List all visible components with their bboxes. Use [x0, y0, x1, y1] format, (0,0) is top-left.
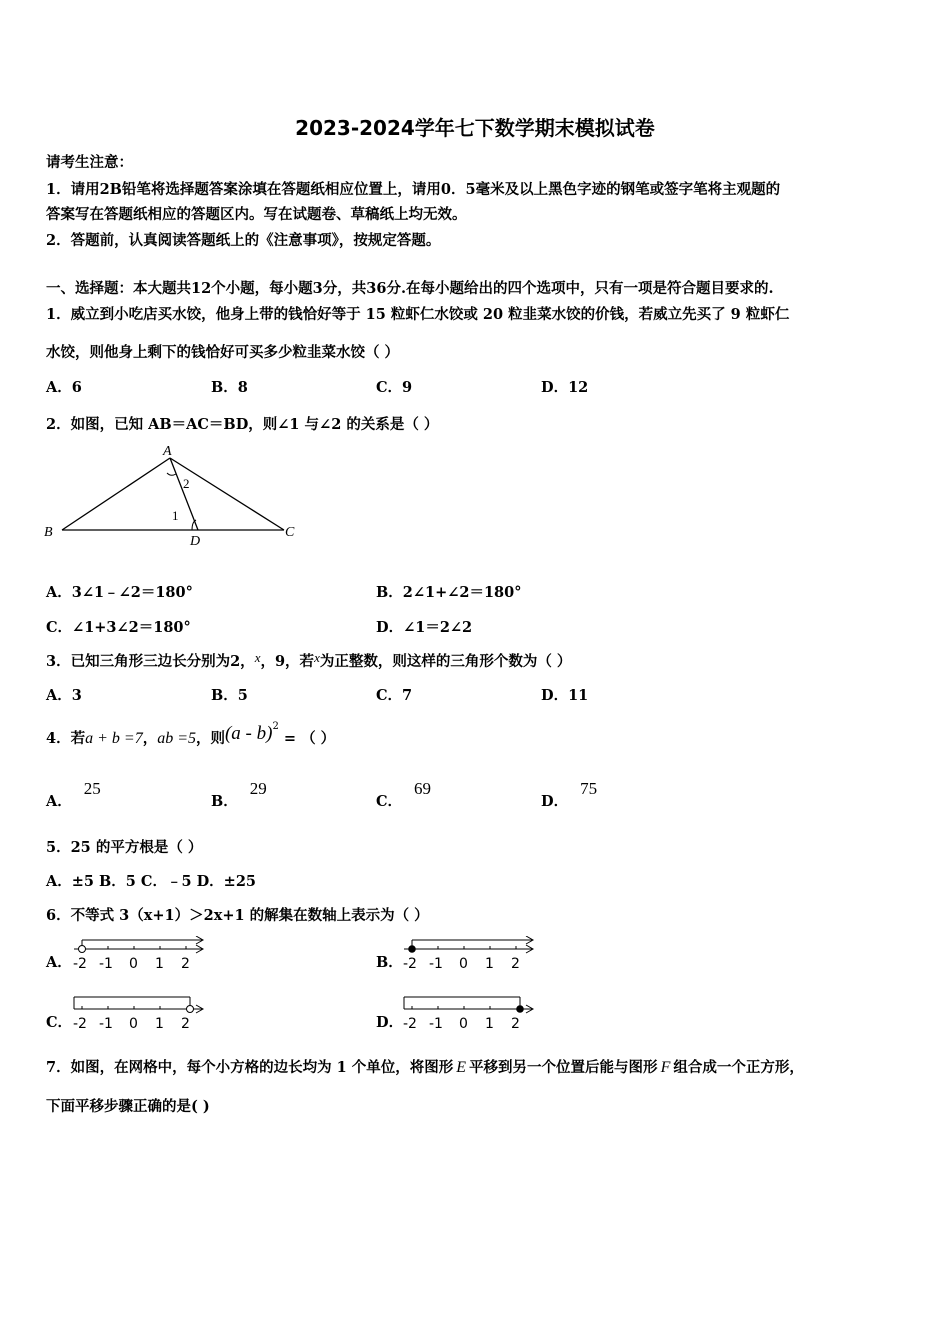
- q7-part-c: 组合成一个正方形，: [673, 1059, 804, 1076]
- q6-option-d-label: D．: [376, 1014, 404, 1031]
- angle-2-arc: [167, 473, 176, 475]
- tick-label: 2: [511, 956, 520, 972]
- solid-dot-icon: [408, 945, 416, 953]
- angle-2-label: 2: [183, 476, 190, 491]
- q5-stem: 5．25 的平方根是（ ）: [46, 839, 203, 856]
- tick-label: -2: [73, 1016, 87, 1032]
- vertex-d-label: D: [190, 534, 201, 549]
- q2-option-b: B．2∠1+∠2＝180°: [376, 584, 522, 601]
- tick-label: 0: [459, 1016, 468, 1032]
- page-title: 2023-2024学年七下数学期末模拟试卷: [295, 116, 655, 140]
- q4-option-a-label: A．: [46, 793, 72, 810]
- q4-lead: 4．若: [46, 730, 86, 747]
- vertex-a-label: A: [163, 444, 172, 459]
- tick-label: 0: [129, 956, 138, 972]
- q3-stem: [46, 650, 571, 671]
- section-heading: 一、选择题：本大题共12个小题，每小题3分，共36分.在每小题给出的四个选项中，只有一项是符合题目要求的.: [46, 280, 774, 297]
- q3-option-c: C．7: [376, 687, 413, 704]
- q5-options: A．±5 B．5 C．﹣5 D．±25: [46, 873, 257, 890]
- q6-option-d-number-line: [400, 994, 540, 1032]
- notice-heading: 请考生注意：: [46, 154, 133, 171]
- tick-label: -2: [403, 1016, 417, 1032]
- notice-line-3: 2．答题前，认真阅读答题纸上的《注意事项》，按规定答题。: [46, 232, 441, 249]
- q4-comma: ，: [142, 730, 158, 747]
- q6-option-a-label: A．: [46, 954, 72, 971]
- q1-stem-line-1: 1．威立到小吃店买水饺，他身上带的钱恰好等于 15 粒虾仁水饺或 20 粒韭菜水饺的价钱，若威立先买了 9 粒虾仁: [46, 306, 790, 323]
- q4-option-c-label: C．: [376, 793, 403, 810]
- q2-triangle-figure: [40, 440, 302, 550]
- q7-figure-f: F: [660, 1059, 671, 1076]
- q4-exponent: 2: [272, 721, 279, 733]
- tick-label: -1: [99, 956, 113, 972]
- q2-option-c: C．∠1+3∠2＝180°: [46, 619, 191, 636]
- q7-stem-line-2: 下面平移步骤正确的是( ): [46, 1098, 210, 1115]
- tick-label: 2: [181, 956, 190, 972]
- segment-ab: [62, 458, 170, 530]
- q1-stem-line-2: 水饺，则他身上剩下的钱恰好可买多少粒韭菜水饺（ ）: [46, 344, 400, 361]
- q4-option-b-value: 29: [249, 779, 267, 798]
- q1-option-b: B．8: [211, 379, 248, 396]
- q6-option-a-number-line: [70, 936, 210, 974]
- open-circle-icon: [79, 946, 86, 953]
- q3-stem-part-c: 为正整数，则这样的三角形个数为（ ）: [319, 653, 572, 670]
- q7-stem-line-1: [46, 1056, 804, 1077]
- q4-stem: [46, 721, 336, 749]
- q7-part-a: 7．如图，在网格中，每个小方格的边长均为 1 个单位，将图形: [46, 1059, 454, 1076]
- q6-option-c-number-line: [70, 994, 210, 1032]
- q4-option-b-label: B．: [211, 793, 238, 810]
- q2-option-a: A．3∠1﹣∠2＝180°: [46, 584, 193, 601]
- angle-1-label: 1: [172, 508, 179, 523]
- tick-label: 0: [129, 1016, 138, 1032]
- q3-variable-x-2: x: [314, 650, 320, 665]
- vertex-b-label: B: [44, 525, 53, 540]
- tick-label: 2: [511, 1016, 520, 1032]
- q3-option-d: D．11: [541, 687, 589, 704]
- tick-label: 0: [459, 956, 468, 972]
- q1-option-c: C．9: [376, 379, 413, 396]
- notice-line-1: 1．请用2B铅笔将选择题答案涂填在答题纸相应位置上，请用0．5毫米及以上黑色字迹的钢笔或签字笔将主观题的: [46, 181, 781, 198]
- q4-option-a-value: 25: [83, 779, 101, 798]
- q3-option-a: A．3: [46, 687, 82, 704]
- q3-variable-x: x: [254, 650, 261, 665]
- q4-then: ，则: [195, 730, 225, 747]
- q4-tail: = （ ）: [278, 730, 336, 747]
- q3-stem-part-a: 3．已知三角形三边长分别为2，: [46, 653, 255, 670]
- q4-option-c-value: 69: [414, 779, 432, 798]
- tick-label: -2: [73, 956, 87, 972]
- q4-option-a: [46, 779, 101, 811]
- tick-label: 1: [155, 1016, 164, 1032]
- tick-label: -2: [403, 956, 417, 972]
- q3-option-b: B．5: [211, 687, 248, 704]
- q7-figure-e: E: [456, 1059, 467, 1076]
- q4-option-d: [541, 779, 598, 811]
- tick-label: 1: [485, 956, 494, 972]
- q4-equation-1: a + b =7: [85, 730, 143, 747]
- tick-label: 2: [181, 1016, 190, 1032]
- notice-line-2: 答案写在答题纸相应的答题区内。写在试题卷、草稿纸上均无效。: [46, 206, 467, 223]
- q7-part-b: 平移到另一个位置后能与图形: [469, 1059, 658, 1076]
- q4-equation-2: ab =5: [157, 730, 196, 747]
- q4-option-d-label: D．: [541, 793, 569, 810]
- tick-label: 1: [485, 1016, 494, 1032]
- q2-stem: 2．如图，已知 AB＝AC＝BD，则∠1 与∠2 的关系是（ ）: [46, 416, 439, 433]
- q6-option-b-label: B．: [376, 954, 403, 971]
- tick-label: 1: [155, 956, 164, 972]
- q1-option-d: D．12: [541, 379, 589, 396]
- open-circle-icon: [187, 1006, 194, 1013]
- q2-option-d: D．∠1＝2∠2: [376, 619, 473, 636]
- q4-option-d-value: 75: [580, 779, 598, 798]
- q4-option-b: [211, 779, 267, 811]
- tick-label: -1: [99, 1016, 113, 1032]
- tick-label: -1: [429, 1016, 443, 1032]
- q3-stem-part-b: ，9，若: [260, 653, 315, 670]
- q4-expression: (a - b): [224, 723, 273, 744]
- q6-option-b-number-line: [400, 936, 540, 974]
- q6-stem: 6．不等式 3（x+1）＞2x+1 的解集在数轴上表示为（ ）: [46, 907, 429, 924]
- segment-ac: [170, 458, 284, 530]
- q4-option-c: [376, 779, 432, 811]
- q1-option-a: A．6: [46, 379, 82, 396]
- solid-dot-icon: [516, 1005, 524, 1013]
- tick-label: -1: [429, 956, 443, 972]
- q6-option-c-label: C．: [46, 1014, 73, 1031]
- vertex-c-label: C: [285, 525, 295, 540]
